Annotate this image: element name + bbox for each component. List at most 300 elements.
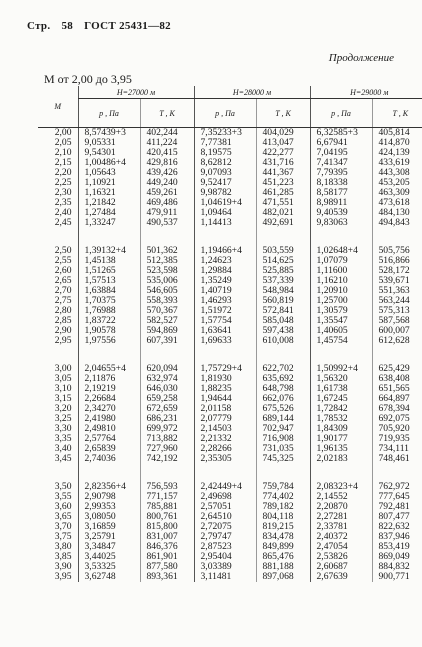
temperature-cell: 638,408 xyxy=(372,374,422,384)
temperature-cell: 692,075 xyxy=(372,414,422,424)
pressure-cell: 2,19219 xyxy=(78,384,140,394)
mach-cell: 2,25 xyxy=(54,177,72,188)
pressure-cell: 2,99353 xyxy=(78,502,140,512)
pressure-cell: 1,20910 xyxy=(310,286,372,296)
pressure-cell: 1,33247 xyxy=(78,218,140,228)
temperature-cell: 884,832 xyxy=(372,562,422,572)
temperature-cell: 563,244 xyxy=(372,296,422,306)
pressure-cell: 8,57439+3 xyxy=(78,128,140,139)
pressure-cell: 1,51972 xyxy=(194,306,256,316)
temperature-cell: 705,920 xyxy=(372,424,422,434)
pressure-cell: 1,84309 xyxy=(310,424,372,434)
temperature-cell: 501,362 xyxy=(140,246,194,256)
pressure-cell: 1,97556 xyxy=(78,336,140,346)
pressure-cell: 2,87523 xyxy=(194,542,256,552)
temperature-cell: 461,285 xyxy=(256,188,310,198)
temperature-cell: 585,048 xyxy=(256,316,310,326)
pressure-cell: 2,47054 xyxy=(310,542,372,552)
continuation-label: Продолжение xyxy=(328,52,394,64)
temperature-cell: 548,984 xyxy=(256,286,310,296)
pressure-cell: 1,75729+4 xyxy=(194,364,256,374)
group-spacer xyxy=(38,228,422,246)
temperature-cell: 537,339 xyxy=(256,276,310,286)
temperature-cell: 414,870 xyxy=(372,138,422,148)
mach-cell: 3,95 xyxy=(54,571,72,582)
pressure-cell: 1,56320 xyxy=(310,374,372,384)
mach-cell: 3,35 xyxy=(54,433,72,444)
pressure-cell: 1,24623 xyxy=(194,256,256,266)
spacer-cell xyxy=(38,346,78,364)
mach-cell: 2,20 xyxy=(54,167,72,178)
temperature-cell: 503,559 xyxy=(256,246,310,256)
pressure-cell: 2,42449+4 xyxy=(194,482,256,492)
pressure-cell: 1,45138 xyxy=(78,256,140,266)
spacer-cell xyxy=(256,228,310,246)
temperature-cell: 528,172 xyxy=(372,266,422,276)
spacer-cell xyxy=(310,346,372,364)
temperature-cell: 512,385 xyxy=(140,256,194,266)
pressure-cell: 2,65839 xyxy=(78,444,140,454)
spacer-cell xyxy=(256,346,310,364)
mach-cell: 3,05 xyxy=(54,373,72,384)
temperature-cell: 594,869 xyxy=(140,326,194,336)
spacer-cell xyxy=(140,228,194,246)
pressure-cell: 9,83063 xyxy=(310,218,372,228)
pressure-cell: 1,90578 xyxy=(78,326,140,336)
temperature-cell: 572,841 xyxy=(256,306,310,316)
pressure-cell: 1,40719 xyxy=(194,286,256,296)
pressure-cell: 2,14503 xyxy=(194,424,256,434)
pressure-cell: 2,35305 xyxy=(194,454,256,464)
temperature-cell: 582,527 xyxy=(140,316,194,326)
pressure-cell: 1,16321 xyxy=(78,188,140,198)
temperature-cell: 463,309 xyxy=(372,188,422,198)
temperature-cell: 411,224 xyxy=(140,138,194,148)
spacer-cell xyxy=(140,464,194,482)
pressure-cell: 8,18338 xyxy=(310,178,372,188)
temperature-cell: 734,111 xyxy=(372,444,422,454)
temperature-cell: 451,223 xyxy=(256,178,310,188)
spacer-cell xyxy=(78,346,140,364)
temperature-cell: 405,814 xyxy=(372,128,422,139)
temperature-cell: 865,476 xyxy=(256,552,310,562)
spacer-cell xyxy=(38,464,78,482)
temperature-cell: 834,478 xyxy=(256,532,310,542)
mach-cell: 3,15 xyxy=(54,393,72,404)
mach-cell: 2,60 xyxy=(54,265,72,276)
spacer-cell xyxy=(372,464,422,482)
temperature-cell: 570,367 xyxy=(140,306,194,316)
temperature-cell: 846,376 xyxy=(140,542,194,552)
mach-cell: 2,55 xyxy=(54,255,72,266)
pressure-cell: 8,98911 xyxy=(310,198,372,208)
pressure-cell: 9,52417 xyxy=(194,178,256,188)
pressure-cell: 2,01158 xyxy=(194,404,256,414)
spacer-cell xyxy=(194,346,256,364)
pressure-cell: 1,96135 xyxy=(310,444,372,454)
mach-cell: 3,25 xyxy=(54,413,72,424)
pressure-cell: 1,50992+4 xyxy=(310,364,372,374)
pressure-cell: 3,34847 xyxy=(78,542,140,552)
pressure-header: p , Па xyxy=(310,99,372,128)
pressure-cell: 1,78532 xyxy=(310,414,372,424)
temperature-cell: 560,819 xyxy=(256,296,310,306)
pressure-cell: 1,35249 xyxy=(194,276,256,286)
temperature-cell: 702,947 xyxy=(256,424,310,434)
group-spacer xyxy=(38,346,422,364)
spacer-cell xyxy=(310,228,372,246)
mach-cell: 3,40 xyxy=(54,443,72,454)
temperature-cell: 494,843 xyxy=(372,218,422,228)
pressure-cell: 1,81930 xyxy=(194,374,256,384)
table-row xyxy=(38,454,422,464)
mach-cell: 2,70 xyxy=(54,285,72,296)
temperature-cell: 443,308 xyxy=(372,168,422,178)
temperature-header: T , К xyxy=(372,99,422,128)
mach-cell: 2,80 xyxy=(54,305,72,316)
pressure-cell: 2,57764 xyxy=(78,434,140,444)
temperature-cell: 439,426 xyxy=(140,168,194,178)
spacer-cell xyxy=(78,228,140,246)
pressure-cell: 1,51265 xyxy=(78,266,140,276)
temperature-cell: 777,645 xyxy=(372,492,422,502)
pressure-cell: 1,25700 xyxy=(310,296,372,306)
temperature-cell: 473,618 xyxy=(372,198,422,208)
spacer-cell xyxy=(194,228,256,246)
column-m-header: M xyxy=(38,86,78,128)
pressure-cell: 2,95404 xyxy=(194,552,256,562)
pressure-cell: 8,62812 xyxy=(194,158,256,168)
mach-cell: 2,40 xyxy=(54,207,72,218)
mach-cell: 2,10 xyxy=(54,147,72,158)
pressure-cell: 1,09464 xyxy=(194,208,256,218)
pressure-cell: 2,67639 xyxy=(310,572,372,582)
mach-cell: 3,60 xyxy=(54,501,72,512)
pressure-cell: 1,63641 xyxy=(194,326,256,336)
spacer-cell xyxy=(38,228,78,246)
pressure-cell: 2,26684 xyxy=(78,394,140,404)
temperature-cell: 551,363 xyxy=(372,286,422,296)
pressure-cell: 2,90798 xyxy=(78,492,140,502)
pressure-cell: 2,72075 xyxy=(194,522,256,532)
temperature-cell: 659,258 xyxy=(140,394,194,404)
pressure-cell: 2,49698 xyxy=(194,492,256,502)
temperature-cell: 546,605 xyxy=(140,286,194,296)
pressure-cell: 1,30579 xyxy=(310,306,372,316)
spacer-cell xyxy=(310,464,372,482)
mach-cell: 3,45 xyxy=(54,453,72,464)
mach-cell: 3,30 xyxy=(54,423,72,434)
pressure-cell: 2,64510 xyxy=(194,512,256,522)
pressure-cell: 7,35233+3 xyxy=(194,128,256,139)
pressure-cell: 3,11481 xyxy=(194,572,256,582)
table-row xyxy=(38,336,422,346)
altitude-header-1: H=27000 м xyxy=(78,86,194,99)
temperature-cell: 748,461 xyxy=(372,454,422,464)
temperature-cell: 514,625 xyxy=(256,256,310,266)
temperature-cell: 785,881 xyxy=(140,502,194,512)
pressure-cell: 1,94644 xyxy=(194,394,256,404)
temperature-cell: 610,008 xyxy=(256,336,310,346)
table-row xyxy=(38,218,422,228)
temperature-cell: 449,240 xyxy=(140,178,194,188)
pressure-cell: 1,88235 xyxy=(194,384,256,394)
temperature-cell: 716,908 xyxy=(256,434,310,444)
pressure-cell: 1,35547 xyxy=(310,316,372,326)
mach-cell: 3,20 xyxy=(54,403,72,414)
spacer-cell xyxy=(194,464,256,482)
temperature-cell: 597,438 xyxy=(256,326,310,336)
mach-cell: 2,30 xyxy=(54,187,72,198)
mach-cell: 2,85 xyxy=(54,315,72,326)
temperature-cell: 648,798 xyxy=(256,384,310,394)
temperature-cell: 402,244 xyxy=(140,128,194,139)
pressure-cell: 1,70375 xyxy=(78,296,140,306)
temperature-cell: 441,367 xyxy=(256,168,310,178)
pressure-cell: 9,40539 xyxy=(310,208,372,218)
temperature-cell: 815,800 xyxy=(140,522,194,532)
temperature-cell: 893,361 xyxy=(140,572,194,582)
temperature-cell: 413,047 xyxy=(256,138,310,148)
mach-cell: 2,35 xyxy=(54,197,72,208)
pressure-cell: 1,90177 xyxy=(310,434,372,444)
pressure-cell: 1,19466+4 xyxy=(194,246,256,256)
temperature-cell: 420,415 xyxy=(140,148,194,158)
table-body xyxy=(38,128,422,583)
temperature-cell: 612,628 xyxy=(372,336,422,346)
temperature-cell: 490,537 xyxy=(140,218,194,228)
table-row xyxy=(38,572,422,582)
mach-cell: 3,55 xyxy=(54,491,72,502)
temperature-cell: 482,021 xyxy=(256,208,310,218)
spacer-cell xyxy=(256,464,310,482)
pressure-cell: 3,16859 xyxy=(78,522,140,532)
temperature-cell: 877,580 xyxy=(140,562,194,572)
temperature-cell: 516,866 xyxy=(372,256,422,266)
mach-cell: 2,15 xyxy=(54,157,72,168)
pressure-cell: 2,40372 xyxy=(310,532,372,542)
pressure-cell: 2,74036 xyxy=(78,454,140,464)
pressure-cell: 1,57754 xyxy=(194,316,256,326)
temperature-cell: 869,049 xyxy=(372,552,422,562)
group-spacer xyxy=(38,464,422,482)
temperature-header: T , К xyxy=(256,99,310,128)
pressure-cell: 1,57513 xyxy=(78,276,140,286)
pressure-cell: 1,10921 xyxy=(78,178,140,188)
temperature-cell: 431,716 xyxy=(256,158,310,168)
temperature-cell: 424,139 xyxy=(372,148,422,158)
temperature-cell: 651,565 xyxy=(372,384,422,394)
pressure-cell: 2,28266 xyxy=(194,444,256,454)
temperature-cell: 849,899 xyxy=(256,542,310,552)
temperature-cell: 620,094 xyxy=(140,364,194,374)
temperature-cell: 759,784 xyxy=(256,482,310,492)
temperature-cell: 672,659 xyxy=(140,404,194,414)
pressure-cell: 1,04619+4 xyxy=(194,198,256,208)
temperature-cell: 837,946 xyxy=(372,532,422,542)
pressure-cell: 1,67245 xyxy=(310,394,372,404)
mach-cell: 2,65 xyxy=(54,275,72,286)
temperature-cell: 469,486 xyxy=(140,198,194,208)
temperature-cell: 742,192 xyxy=(140,454,194,464)
temperature-cell: 804,118 xyxy=(256,512,310,522)
pressure-cell: 2,82356+4 xyxy=(78,482,140,492)
mach-cell: 2,95 xyxy=(54,335,72,346)
pressure-cell: 9,05331 xyxy=(78,138,140,148)
pressure-cell: 2,11876 xyxy=(78,374,140,384)
temperature-cell: 774,402 xyxy=(256,492,310,502)
page-header xyxy=(27,20,179,32)
mach-cell: 3,10 xyxy=(54,383,72,394)
temperature-cell: 632,974 xyxy=(140,374,194,384)
temperature-cell: 853,419 xyxy=(372,542,422,552)
altitude-header-2: H=28000 м xyxy=(194,86,310,99)
temperature-cell: 897,068 xyxy=(256,572,310,582)
pressure-cell: 3,08050 xyxy=(78,512,140,522)
pressure-cell: 2,14552 xyxy=(310,492,372,502)
pressure-cell: 2,57051 xyxy=(194,502,256,512)
standard-code: ГОСТ 25431—82 xyxy=(84,20,171,32)
pressure-cell: 9,98782 xyxy=(194,188,256,198)
pressure-cell: 2,49810 xyxy=(78,424,140,434)
pressure-cell: 2,21332 xyxy=(194,434,256,444)
temperature-cell: 861,901 xyxy=(140,552,194,562)
temperature-cell: 622,702 xyxy=(256,364,310,374)
temperature-cell: 484,130 xyxy=(372,208,422,218)
temperature-cell: 492,691 xyxy=(256,218,310,228)
pressure-cell: 7,41347 xyxy=(310,158,372,168)
temperature-cell: 600,007 xyxy=(372,326,422,336)
mach-cell: 2,50 xyxy=(54,245,72,256)
pressure-cell: 1,46293 xyxy=(194,296,256,306)
pressure-cell: 1,00486+4 xyxy=(78,158,140,168)
temperature-cell: 646,030 xyxy=(140,384,194,394)
temperature-cell: 727,960 xyxy=(140,444,194,454)
temperature-cell: 789,182 xyxy=(256,502,310,512)
temperature-cell: 479,911 xyxy=(140,208,194,218)
pressure-cell: 1,14413 xyxy=(194,218,256,228)
mach-cell: 3,70 xyxy=(54,521,72,532)
pressure-cell: 8,19575 xyxy=(194,148,256,158)
temperature-cell: 471,551 xyxy=(256,198,310,208)
pressure-cell: 1,39132+4 xyxy=(78,246,140,256)
temperature-cell: 422,277 xyxy=(256,148,310,158)
pressure-cell: 2,07779 xyxy=(194,414,256,424)
pressure-header: p , Па xyxy=(194,99,256,128)
pressure-cell: 3,62748 xyxy=(78,572,140,582)
temperature-cell: 689,144 xyxy=(256,414,310,424)
mach-cell: 2,00 xyxy=(54,127,72,138)
pressure-cell: 1,27484 xyxy=(78,208,140,218)
temperature-cell: 664,897 xyxy=(372,394,422,404)
pressure-cell: 9,07093 xyxy=(194,168,256,178)
pressure-cell: 2,27281 xyxy=(310,512,372,522)
pressure-cell: 1,83722 xyxy=(78,316,140,326)
temperature-cell: 535,006 xyxy=(140,276,194,286)
pressure-cell: 1,21842 xyxy=(78,198,140,208)
temperature-cell: 539,671 xyxy=(372,276,422,286)
pressure-header: p , Па xyxy=(78,99,140,128)
spacer-cell xyxy=(372,346,422,364)
temperature-cell: 662,076 xyxy=(256,394,310,404)
temperature-cell: 762,972 xyxy=(372,482,422,492)
temperature-cell: 900,771 xyxy=(372,572,422,582)
temperature-cell: 756,593 xyxy=(140,482,194,492)
pressure-cell: 1,72842 xyxy=(310,404,372,414)
pressure-cell: 2,08323+4 xyxy=(310,482,372,492)
temperature-cell: 635,692 xyxy=(256,374,310,384)
pressure-cell: 2,20870 xyxy=(310,502,372,512)
temperature-cell: 404,029 xyxy=(256,128,310,139)
pressure-cell: 2,79747 xyxy=(194,532,256,542)
page-prefix: Стр. xyxy=(27,20,51,32)
temperature-cell: 699,972 xyxy=(140,424,194,434)
temperature-cell: 792,481 xyxy=(372,502,422,512)
mach-cell: 2,75 xyxy=(54,295,72,306)
mach-cell: 3,00 xyxy=(54,363,72,374)
pressure-cell: 2,04655+4 xyxy=(78,364,140,374)
pressure-cell: 1,76988 xyxy=(78,306,140,316)
mach-cell: 3,65 xyxy=(54,511,72,522)
pressure-cell: 7,79395 xyxy=(310,168,372,178)
mach-cell: 3,75 xyxy=(54,531,72,542)
altitude-header-3: H=29000 м xyxy=(310,86,422,99)
temperature-cell: 678,394 xyxy=(372,404,422,414)
pressure-cell: 6,67941 xyxy=(310,138,372,148)
pressure-cell: 1,11600 xyxy=(310,266,372,276)
temperature-cell: 822,632 xyxy=(372,522,422,532)
mach-cell: 3,85 xyxy=(54,551,72,562)
temperature-cell: 800,761 xyxy=(140,512,194,522)
pressure-cell: 9,54301 xyxy=(78,148,140,158)
pressure-cell: 1,16210 xyxy=(310,276,372,286)
mach-cell: 3,80 xyxy=(54,541,72,552)
temperature-cell: 558,393 xyxy=(140,296,194,306)
temperature-header: T , К xyxy=(140,99,194,128)
temperature-cell: 505,756 xyxy=(372,246,422,256)
pressure-cell: 2,41980 xyxy=(78,414,140,424)
temperature-cell: 686,231 xyxy=(140,414,194,424)
temperature-cell: 719,935 xyxy=(372,434,422,444)
temperature-cell: 429,816 xyxy=(140,158,194,168)
temperature-cell: 831,007 xyxy=(140,532,194,542)
temperature-cell: 731,035 xyxy=(256,444,310,454)
mach-cell: 2,05 xyxy=(54,137,72,148)
pressure-cell: 1,29884 xyxy=(194,266,256,276)
atmosphere-table xyxy=(38,86,422,582)
mach-cell: 3,90 xyxy=(54,561,72,572)
temperature-cell: 881,188 xyxy=(256,562,310,572)
temperature-cell: 625,429 xyxy=(372,364,422,374)
mach-cell: 2,45 xyxy=(54,217,72,228)
mach-cell: 3,50 xyxy=(54,481,72,492)
temperature-cell: 607,391 xyxy=(140,336,194,346)
temperature-cell: 819,215 xyxy=(256,522,310,532)
temperature-cell: 713,882 xyxy=(140,434,194,444)
spacer-cell xyxy=(372,228,422,246)
page-number: 58 xyxy=(61,20,74,32)
pressure-cell: 3,44025 xyxy=(78,552,140,562)
temperature-cell: 433,619 xyxy=(372,158,422,168)
temperature-cell: 807,477 xyxy=(372,512,422,522)
pressure-cell: 2,53826 xyxy=(310,552,372,562)
pressure-cell: 1,02648+4 xyxy=(310,246,372,256)
temperature-cell: 459,261 xyxy=(140,188,194,198)
pressure-cell: 2,33781 xyxy=(310,522,372,532)
mach-cell: 2,90 xyxy=(54,325,72,336)
pressure-cell: 8,58177 xyxy=(310,188,372,198)
pressure-cell: 2,34270 xyxy=(78,404,140,414)
